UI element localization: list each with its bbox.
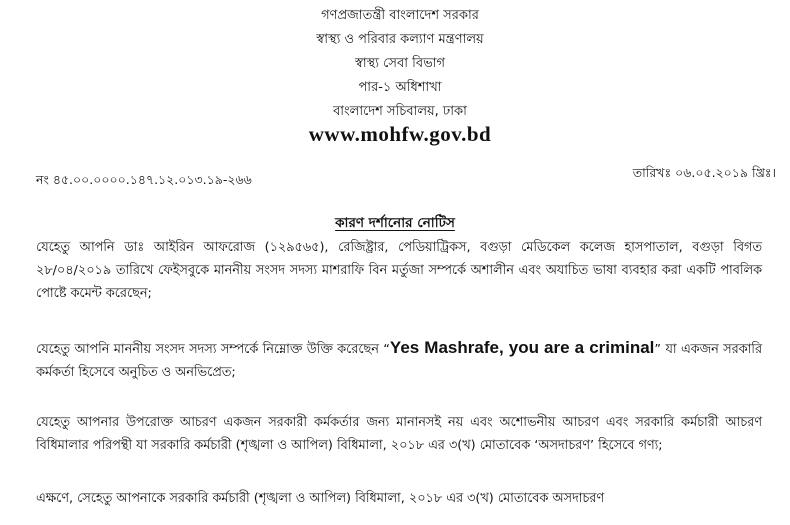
paragraph-2-lead: যেহেতু আপনি মাননীয় সংসদ সদস্য সম্পর্কে নিম্নোক্ত উক্তি করেছেন “ [36, 342, 390, 357]
notice-title-text: কারণ দর্শানোর নোটিস [335, 215, 455, 231]
memo-number: নং ৪৫.০০.০০০০.১৪৭.১২.০১৩.১৯-২৬৬ [36, 172, 252, 187]
header-government: গণপ্রজাতন্ত্রী বাংলাদেশ সরকার [321, 8, 479, 23]
paragraph-3: যেহেতু আপনার উপরোক্ত আচরণ একজন সরকারী কর্মকর্তার জন্য মানানসই নয় এবং অশোভনীয় আচরণ এবং সরকারি কর্মচারী আচরণ বিধিমালার পরিপন্থী যা সরকারি কর্মচারী (শৃঙ্খলা ও আপিল) বিধিমালা, ২০১৮ এর ৩(খ) মোতাবেক ‘অসদাচরণ’ হিসেবে গণ্য; [36, 415, 762, 453]
header-secretariat: বাংলাদেশ সচিবালয়, ঢাকা [333, 104, 467, 119]
website-link[interactable]: www.mohfw.gov.bd [308, 122, 492, 146]
paragraph-2 [36, 336, 762, 384]
quoted-comment: Yes Mashrafe, you are a criminal [389, 338, 655, 357]
paragraph-1: যেহেতু আপনি ডাঃ আইরিন আফরোজ (১২৯৫৬৫), রেজিষ্ট্রার, পেডিয়াট্রিকস, বগুড়া মেডিকেল কলেজ হাসপাতাল, বগুড়া বিগত ২৮/০৪/২০১৯ তারিখে ফেইসবুকে মাননীয় সংসদ সদস্য মাশরাফি বিন মর্তুজা সম্পর্কে অশালীন এবং অযাচিত ভাষা ব্যবহার করা একটি পাবলিক পোষ্টে কমেন্ট করেছেন; [36, 240, 762, 301]
paragraph-2-tail: ” যা একজন সরকারি কর্মকর্তা হিসেবে অনুচিত ও অনভিপ্রেত; [36, 342, 763, 380]
header-ministry: স্বাস্থ্য ও পরিবার কল্যাণ মন্ত্রণালয় [316, 32, 484, 47]
paragraph-4: এক্ষণে, সেহেতু আপনাকে সরকারি কর্মচারী (শৃঙ্খলা ও আপিল) বিধিমালা, ২০১৮ এর ৩(খ) মোতাবেক অসদাচরণ [36, 491, 605, 506]
notice-title [0, 212, 790, 235]
issue-date: তারিখঃ ০৬.০৫.২০১৯ খ্রিঃ। [632, 165, 776, 180]
header-division: স্বাস্থ্য সেবা বিভাগ [354, 56, 446, 71]
header-branch: পার-১ অধিশাখা [358, 80, 442, 95]
